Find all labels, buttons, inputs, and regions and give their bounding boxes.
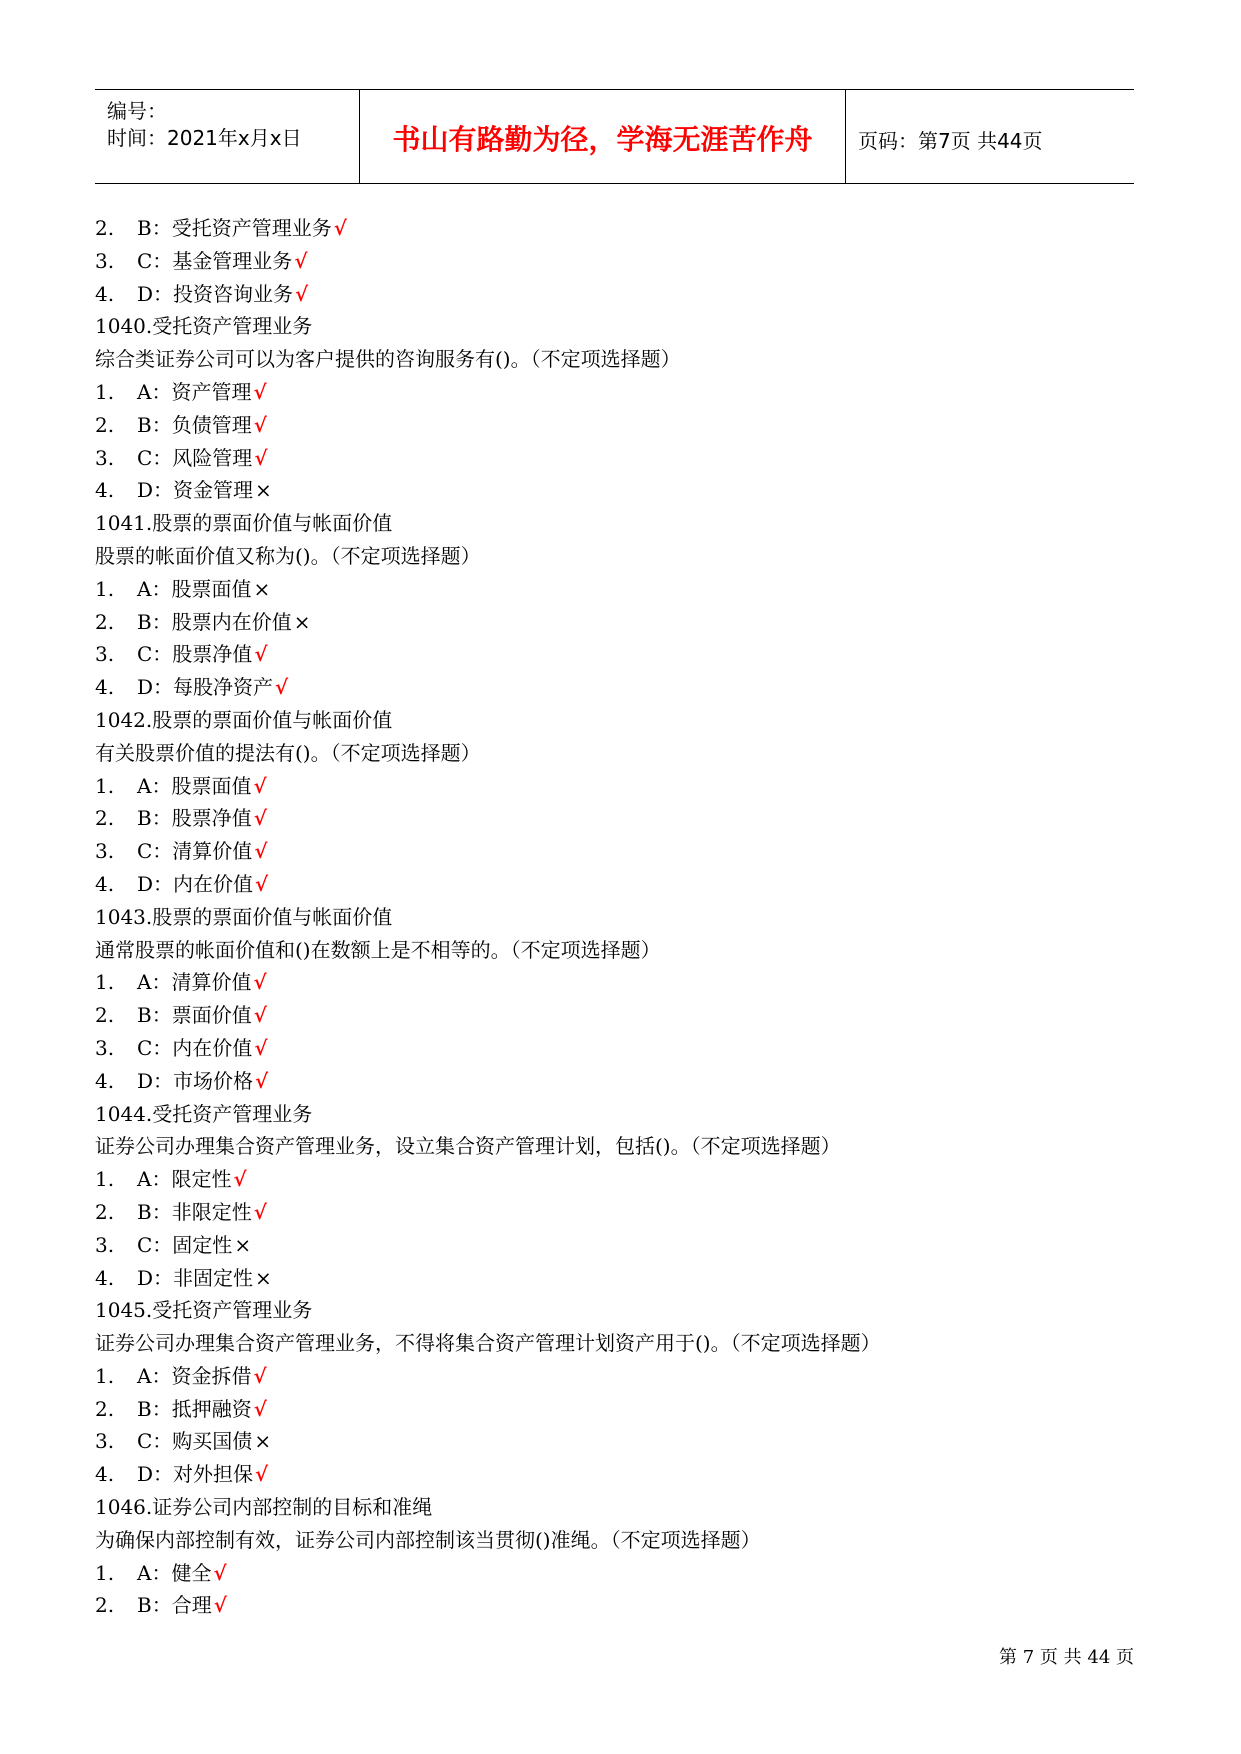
option-number: 1. (95, 576, 115, 601)
answer-option (95, 1032, 1135, 1065)
answer-option (95, 606, 1135, 639)
question-text: 1043.股票的票面价值与帐面价值 (95, 904, 393, 929)
option-text: C：内在价值 (137, 1035, 253, 1060)
option-text: D：每股净资产 (137, 675, 274, 700)
check-mark-icon: √ (253, 412, 267, 437)
answer-option (95, 999, 1135, 1032)
option-number: 1. (95, 1363, 115, 1388)
answer-option (95, 868, 1135, 901)
option-number: 1. (95, 1560, 115, 1585)
answer-option (95, 1360, 1135, 1393)
option-text: D：对外担保 (137, 1462, 254, 1487)
answer-option (95, 671, 1135, 704)
option-text: B：负债管理 (137, 412, 252, 437)
option-text: A：资产管理 (137, 379, 252, 404)
question-text: 1041.股票的票面价值与帐面价值 (95, 511, 393, 536)
answer-option (95, 474, 1135, 507)
option-text: A：清算价值 (137, 970, 252, 995)
option-number: 2. (95, 412, 115, 437)
option-text: D：投资咨询业务 (137, 281, 294, 306)
option-number: 2. (95, 609, 115, 634)
answer-option (95, 1425, 1135, 1458)
option-number: 2. (95, 1199, 115, 1224)
option-text: C：股票净值 (137, 642, 253, 667)
answer-option (95, 1229, 1135, 1262)
option-text: B：非限定性 (137, 1199, 252, 1224)
answer-option (95, 1065, 1135, 1098)
header-motto-cell (360, 90, 846, 183)
check-mark-icon: √ (275, 675, 289, 700)
option-number: 2. (95, 1003, 115, 1028)
option-text: B：股票净值 (137, 806, 252, 831)
option-number: 1. (95, 1167, 115, 1192)
check-mark-icon: √ (253, 773, 267, 798)
check-mark-icon: √ (255, 871, 269, 896)
check-mark-icon: √ (294, 248, 308, 273)
option-text: C：购买国债 (137, 1429, 253, 1454)
option-number: 3. (95, 1232, 115, 1257)
option-text: D：市场价格 (137, 1068, 254, 1093)
option-number: 4. (95, 871, 115, 896)
option-text: A：限定性 (137, 1167, 232, 1192)
check-mark-icon: √ (253, 1199, 267, 1224)
check-mark-icon: √ (255, 1068, 269, 1093)
answer-option (95, 638, 1135, 671)
header-number-label: 编号： (107, 99, 167, 123)
answer-option (95, 802, 1135, 835)
option-number: 2. (95, 216, 115, 240)
option-number: 3. (95, 1429, 115, 1454)
question-text: 为确保内部控制有效，证券公司内部控制该当贯彻()准绳。（不定项选择题） (95, 1527, 761, 1552)
check-mark-icon: √ (333, 216, 347, 240)
cross-mark-icon: × (255, 478, 272, 503)
option-text: B：抵押融资 (137, 1396, 252, 1421)
check-mark-icon: √ (253, 379, 267, 404)
option-number: 4. (95, 1068, 115, 1093)
question-text: 通常股票的帐面价值和()在数额上是不相等的。（不定项选择题） (95, 937, 661, 962)
check-mark-icon: √ (253, 1363, 267, 1388)
answer-option (95, 1589, 1135, 1622)
question-text: 1040.受托资产管理业务 (95, 314, 313, 339)
question-text: 1042.股票的票面价值与帐面价值 (95, 707, 393, 732)
option-text: B：受托资产管理业务 (137, 216, 332, 240)
cross-mark-icon: × (253, 576, 271, 601)
answer-option (95, 376, 1135, 409)
option-number: 3. (95, 1035, 115, 1060)
check-mark-icon: √ (253, 970, 267, 995)
check-mark-icon: √ (254, 1035, 268, 1060)
answer-option (95, 966, 1135, 999)
option-text: A：资金拆借 (137, 1363, 252, 1388)
page-footer: 第 7 页 共 44 页 (999, 1647, 1134, 1668)
question-text: 1046.证券公司内部控制的目标和准绳 (95, 1495, 433, 1520)
answer-option (95, 770, 1135, 803)
answer-option (95, 573, 1135, 606)
answer-option (95, 442, 1135, 475)
question-list (95, 212, 1135, 1622)
option-text: B：合理 (137, 1593, 212, 1618)
option-text: C：基金管理业务 (137, 248, 293, 273)
answer-option (95, 1458, 1135, 1491)
cross-mark-icon: × (234, 1232, 252, 1257)
page-header (95, 89, 1134, 184)
header-page-cell (846, 90, 1134, 183)
option-text: D：内在价值 (137, 871, 254, 896)
option-text: D：非固定性 (137, 1265, 254, 1290)
option-text: A：股票面值 (137, 576, 252, 601)
answer-option (95, 1163, 1135, 1196)
question-text: 股票的帐面价值又称为()。（不定项选择题） (95, 543, 481, 568)
answer-option (95, 1262, 1135, 1295)
header-meta-cell (95, 90, 360, 183)
question-text: 有关股票价值的提法有()。（不定项选择题） (95, 740, 481, 765)
question-text: 1044.受托资产管理业务 (95, 1101, 313, 1126)
option-text: D：资金管理 (137, 478, 254, 503)
check-mark-icon: √ (254, 839, 268, 864)
option-number: 1. (95, 379, 115, 404)
option-text: C：风险管理 (137, 445, 253, 470)
option-number: 3. (95, 445, 115, 470)
option-number: 4. (95, 1462, 115, 1487)
answer-option (95, 278, 1135, 311)
answer-option (95, 1557, 1135, 1590)
option-number: 4. (95, 675, 115, 700)
answer-option (95, 245, 1135, 278)
cross-mark-icon: × (254, 1429, 272, 1454)
option-text: A：健全 (137, 1560, 212, 1585)
option-number: 3. (95, 642, 115, 667)
cross-mark-icon: × (293, 609, 311, 634)
answer-option (95, 835, 1135, 868)
option-number: 3. (95, 839, 115, 864)
option-number: 3. (95, 248, 115, 273)
option-text: B：股票内在价值 (137, 609, 292, 634)
option-number: 1. (95, 970, 115, 995)
check-mark-icon: √ (233, 1167, 247, 1192)
check-mark-icon: √ (254, 445, 268, 470)
option-text: C：清算价值 (137, 839, 253, 864)
answer-option (95, 1196, 1135, 1229)
option-number: 2. (95, 806, 115, 831)
check-mark-icon: √ (213, 1593, 227, 1618)
option-number: 2. (95, 1593, 115, 1618)
question-text: 1045.受托资产管理业务 (95, 1298, 313, 1323)
check-mark-icon: √ (295, 281, 309, 306)
option-number: 4. (95, 281, 115, 306)
question-text: 综合类证券公司可以为客户提供的咨询服务有()。（不定项选择题） (95, 347, 681, 372)
option-number: 4. (95, 1265, 115, 1290)
check-mark-icon: √ (255, 1462, 269, 1487)
option-number: 1. (95, 773, 115, 798)
answer-option (95, 1393, 1135, 1426)
header-date-label: 时间：2021年x月x日 (107, 126, 302, 150)
check-mark-icon: √ (253, 1003, 267, 1028)
check-mark-icon: √ (213, 1560, 227, 1585)
check-mark-icon: √ (253, 806, 267, 831)
cross-mark-icon: × (255, 1265, 272, 1290)
check-mark-icon: √ (253, 1396, 267, 1421)
answer-option (95, 409, 1135, 442)
question-text: 证券公司办理集合资产管理业务，设立集合资产管理计划，包括()。（不定项选择题） (95, 1134, 841, 1159)
header-motto: 书山有路勤为径，学海无涯苦作舟 (392, 123, 813, 156)
answer-option (95, 212, 1135, 245)
option-text: B：票面价值 (137, 1003, 252, 1028)
option-text: C：固定性 (137, 1232, 233, 1257)
question-text: 证券公司办理集合资产管理业务，不得将集合资产管理计划资产用于()。（不定项选择题） (95, 1331, 881, 1356)
header-page-info: 页码：第7页 共44页 (858, 129, 1043, 153)
option-text: A：股票面值 (137, 773, 252, 798)
check-mark-icon: √ (254, 642, 268, 667)
option-number: 4. (95, 478, 115, 503)
option-number: 2. (95, 1396, 115, 1421)
